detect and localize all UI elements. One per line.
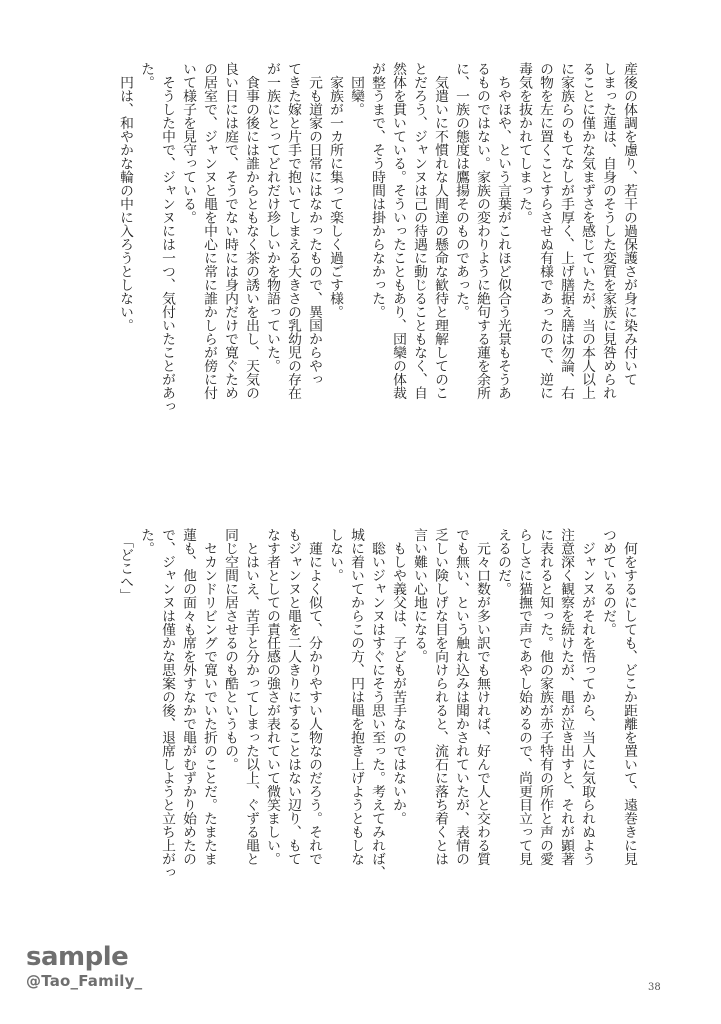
text-column: 食事の後には誰からともなく茶の誘いを出し、天気の bbox=[243, 62, 259, 400]
text-column: 毒気を抜かれてしまった。 bbox=[516, 62, 532, 224]
text-column: ジャンヌがそれを悟ってから、当人に気取られぬよう bbox=[579, 528, 595, 866]
text-column: 乏しい険しげな目を向けられると、流石に落ち着くとは bbox=[432, 528, 448, 866]
text-column: に、一族の態度は鷹揚そのものであった。 bbox=[453, 62, 469, 319]
text-column: 「どこへ」 bbox=[117, 528, 133, 603]
text-column: るものではない。家族の変わりように絶句する蓮を余所 bbox=[474, 62, 490, 400]
text-column: しまった蓮は、自身のそうした変質を家族に見咎められ bbox=[600, 62, 616, 400]
text-column: た。 bbox=[138, 528, 154, 555]
watermark-sample-label: sample bbox=[26, 942, 129, 972]
text-column: えるのだ。 bbox=[495, 528, 511, 596]
text-column: とだろう、ジャンヌは己の待遇に動じることもなく、自 bbox=[411, 62, 427, 400]
text-column: に家族らのもてなしが手厚く、上げ膳据え膳は勿論、右 bbox=[558, 62, 574, 400]
text-column: ちやほや、という言葉がこれほど似合う光景もそうあ bbox=[495, 62, 511, 400]
lower-text-block bbox=[99, 528, 639, 953]
text-column: 蓮によく似て、分かりやすい人物なのだろう。それで bbox=[306, 528, 322, 866]
watermark-handle: @Tao_Family_ bbox=[26, 972, 143, 990]
text-column: 注意深く観察を続けたが、黽が泣き出すと、それが顕著 bbox=[558, 528, 574, 866]
text-column: なす者としての責任感の強さが表れていて微笑ましい。 bbox=[264, 528, 280, 866]
text-column: の居室で、ジャンヌと黽を中心に常に誰かしらが傍に付 bbox=[201, 62, 217, 400]
text-column: もしや義父は、子どもが苦手なのではないか。 bbox=[390, 528, 406, 825]
text-column: てきた嫁と片手で抱いてしまえる大きさの乳幼児の存在 bbox=[285, 62, 301, 400]
text-column: の物を左に置くことすらさせぬ有様であったので、逆に bbox=[537, 62, 553, 400]
text-column: もジャンヌと黽を二人きりにすることはない辺り、もて bbox=[285, 528, 301, 866]
text-column: 産後の体調を慮り、若干の過保護さが身に染み付いて bbox=[621, 62, 637, 386]
text-column: いて様子を見守っている。 bbox=[180, 62, 196, 224]
page-number: 38 bbox=[648, 982, 661, 993]
text-column: に表れると知った。他の家族が赤子特有の所作と声の愛 bbox=[537, 528, 553, 866]
text-column: つめているのだ。 bbox=[600, 528, 616, 636]
text-column: 聡いジャンヌはすぐにそう思い至った。考えてみれば、 bbox=[369, 528, 385, 879]
text-column: 元々口数が多い訳でも無ければ、好んで人と交わる質 bbox=[474, 528, 490, 866]
text-column: が一族にとってどれだけ珍しいかを物語っていた。 bbox=[264, 62, 280, 373]
text-column: らしさに猫撫で声であやし始めるので、尚更目立って見 bbox=[516, 528, 532, 866]
text-column: 然体を貫いている。そういったこともあり、団欒の体裁 bbox=[390, 62, 406, 400]
text-column: ることに僅かな気まずさを感じていたが、当の本人以上 bbox=[579, 62, 595, 400]
text-column: そうした中で、ジャンヌには一つ、気付いたことがあっ bbox=[159, 62, 175, 413]
text-column: 同じ空間に居させるのも酷というもの。 bbox=[222, 528, 238, 771]
text-column: 城に着いてからこの方、円は黽を抱き上げようともしな bbox=[348, 528, 364, 866]
text-column: で、ジャンヌは僅かな思案の後、退席しようと立ち上がっ bbox=[159, 528, 175, 879]
text-column: セカンドリビングで寛いでいた折のことだ。たまたま bbox=[201, 528, 217, 866]
text-column: 家族が一カ所に集って楽しく過ごす様。 bbox=[327, 62, 343, 319]
text-column: しない。 bbox=[327, 528, 343, 582]
text-column: 元も道家の日常にはなかったもので、異国からやっ bbox=[306, 62, 322, 386]
text-column: 言い難い心地になる。 bbox=[411, 528, 427, 663]
text-column: た。 bbox=[138, 62, 154, 89]
text-column: 蓮も、他の面々も席を外すなかで黽がむずかり始めたの bbox=[180, 528, 196, 866]
text-column: 気遣いに不慣れな人間達の懸命な歓待と理解してのこ bbox=[432, 62, 448, 400]
text-column: 良い日には庭で、そうでない時には身内だけで寛ぐため bbox=[222, 62, 238, 400]
sample-watermark bbox=[26, 944, 142, 989]
text-column: が整うまで、そう時間は掛からなかった。 bbox=[369, 62, 385, 319]
text-column: 団欒。 bbox=[348, 62, 364, 116]
text-column: 円は、和やかな輪の中に入ろうとしない。 bbox=[117, 62, 133, 332]
text-column: 何をするにしても、どこか距離を置いて、遠巻きに見 bbox=[621, 528, 637, 866]
text-column: でも無い、という触れ込みは聞かされていたが、表情の bbox=[453, 528, 469, 866]
text-column: とはいえ、苦手と分かってしまった以上、ぐずる黽と bbox=[243, 528, 259, 866]
upper-text-block bbox=[99, 62, 639, 487]
